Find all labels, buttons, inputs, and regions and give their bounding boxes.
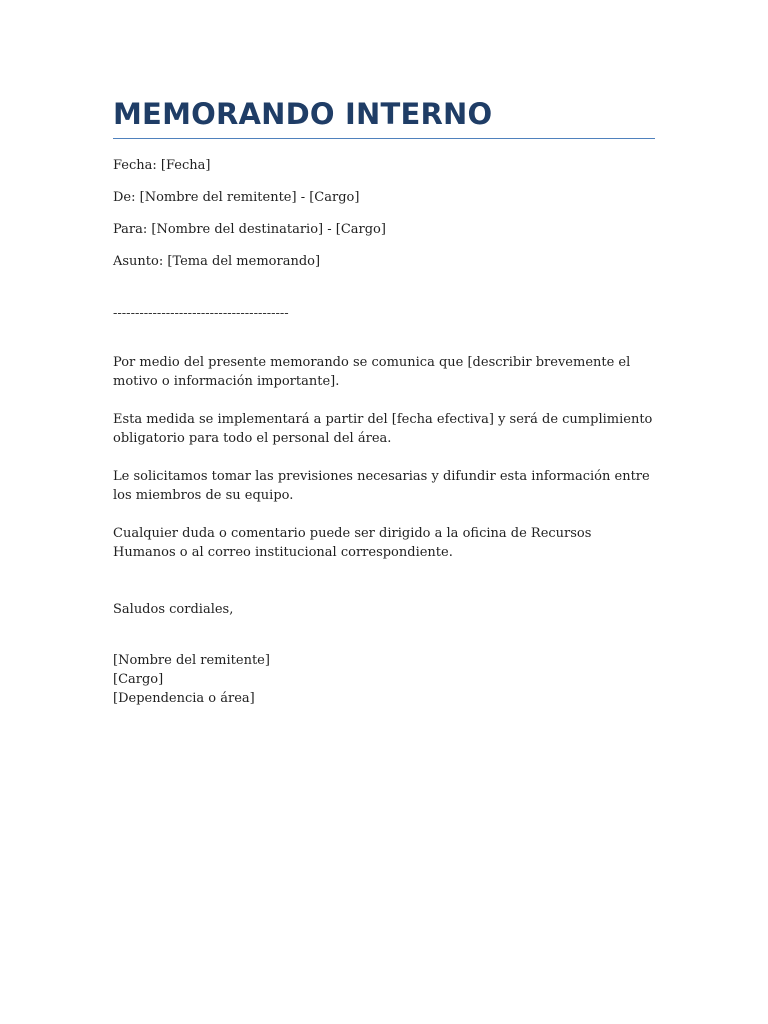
dashed-separator: ----------------------------------------: [113, 306, 289, 321]
memo-body: [113, 353, 655, 562]
memo-title: MEMORANDO INTERNO: [113, 96, 655, 139]
date-field: Fecha: [Fecha]: [113, 158, 211, 173]
subject-field: Asunto: [Tema del memorando]: [113, 254, 321, 269]
to-field: Para: [Nombre del destinatario] - [Cargo]: [113, 222, 386, 237]
body-paragraph-3: Le solicitamos tomar las previsiones necesarias y difundir esta información entre los miembros de su equipo.: [113, 469, 650, 503]
body-paragraph-2: Esta medida se implementará a partir del [fecha efectiva] y será de cumplimiento obligatorio para todo el personal del área.: [113, 412, 653, 446]
body-paragraph-4: Cualquier duda o comentario puede ser dirigido a la oficina de Recursos Humanos o al correo institucional correspondiente.: [113, 526, 592, 560]
from-field: De: [Nombre del remitente] - [Cargo]: [113, 190, 360, 205]
signature-name: [Nombre del remitente]: [113, 653, 270, 668]
body-paragraph-1: Por medio del presente memorando se comunica que [describir brevemente el motivo o información importante].: [113, 355, 631, 389]
memo-header-fields: [113, 157, 655, 271]
closing-salutation: Saludos cordiales,: [113, 602, 234, 617]
signature-department: [Dependencia o área]: [113, 691, 255, 706]
signature-block: [113, 651, 655, 708]
signature-role: [Cargo]: [113, 672, 164, 687]
